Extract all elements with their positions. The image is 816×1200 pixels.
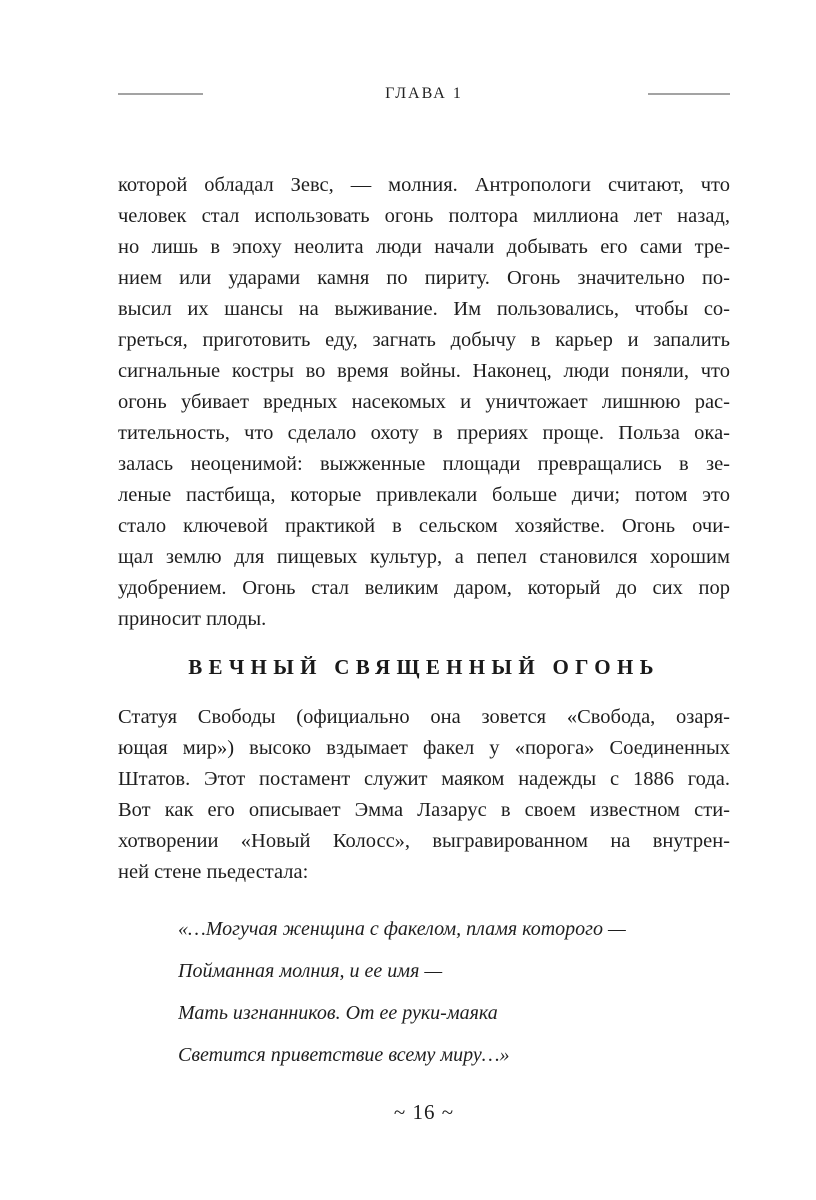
text-line: греться, приготовить еду, загнать добычу в карьер и запалить <box>118 329 730 351</box>
header-rule-right <box>648 93 730 95</box>
text-line: Вот как его описывает Эмма Лазарус в своем известном сти- <box>118 799 730 821</box>
text-line: удобрением. Огонь стал великим даром, который до сих пор <box>118 577 730 599</box>
text-line: леные пастбища, которые привлекали больше дичи; потом это <box>118 484 730 506</box>
text-line: Статуя Свободы (официально она зовется «Свобода, озаря- <box>118 706 730 728</box>
text-line: Мать изгнанников. От ее руки-маяка <box>178 1002 498 1024</box>
text-line: хотворении «Новый Колосс», выгравированном на внутрен- <box>118 830 730 852</box>
running-head <box>118 85 730 103</box>
paragraph-1 <box>118 170 730 635</box>
text-line: «…Могучая женщина с факелом, пламя которого — <box>178 918 626 940</box>
text-line: залась неоценимой: выжженные площади превращались в зе- <box>118 453 730 475</box>
text-line: Светится приветствие всему миру…» <box>178 1044 510 1066</box>
section-heading: ВЕЧНЫЙ СВЯЩЕННЫЙ ОГОНЬ <box>188 655 660 679</box>
text-line: Пойманная молния, и ее имя — <box>178 960 443 982</box>
page-footer <box>118 1100 730 1125</box>
text-line: приносит плоды. <box>118 608 267 630</box>
page-number: ~ 16 ~ <box>393 1100 455 1124</box>
text-line: огонь убивает вредных насекомых и уничтожает лишнюю рас- <box>118 391 730 413</box>
text-line: нием или ударами камня по пириту. Огонь значительно по- <box>118 267 730 289</box>
text-line: человек стал использовать огонь полтора миллиона лет назад, <box>118 205 730 227</box>
text-line: высил их шансы на выживание. Им пользовались, чтобы со- <box>118 298 730 320</box>
poem-quote <box>178 908 730 1076</box>
text-line: тительность, что сделало охоту в прериях проще. Польза ока- <box>118 422 730 444</box>
text-line: ющая мир») высоко вздымает факел у «порога» Соединенных <box>118 737 730 759</box>
text-line: Штатов. Этот постамент служит маяком надежды с 1886 года. <box>118 768 730 790</box>
text-line: стало ключевой практикой в сельском хозяйстве. Огонь очи- <box>118 515 730 537</box>
text-line: щал землю для пищевых культур, а пепел становился хорошим <box>118 546 730 568</box>
text-line: ней стене пьедестала: <box>118 861 309 883</box>
paragraph-2 <box>118 702 730 888</box>
text-line: которой обладал Зевс, — молния. Антропологи считают, что <box>118 174 730 196</box>
header-rule-left <box>118 93 203 95</box>
text-line: сигнальные костры во время войны. Наконец, люди поняли, что <box>118 360 730 382</box>
text-line: но лишь в эпоху неолита люди начали добывать его сами тре- <box>118 236 730 258</box>
chapter-label: ГЛАВА 1 <box>385 85 463 102</box>
